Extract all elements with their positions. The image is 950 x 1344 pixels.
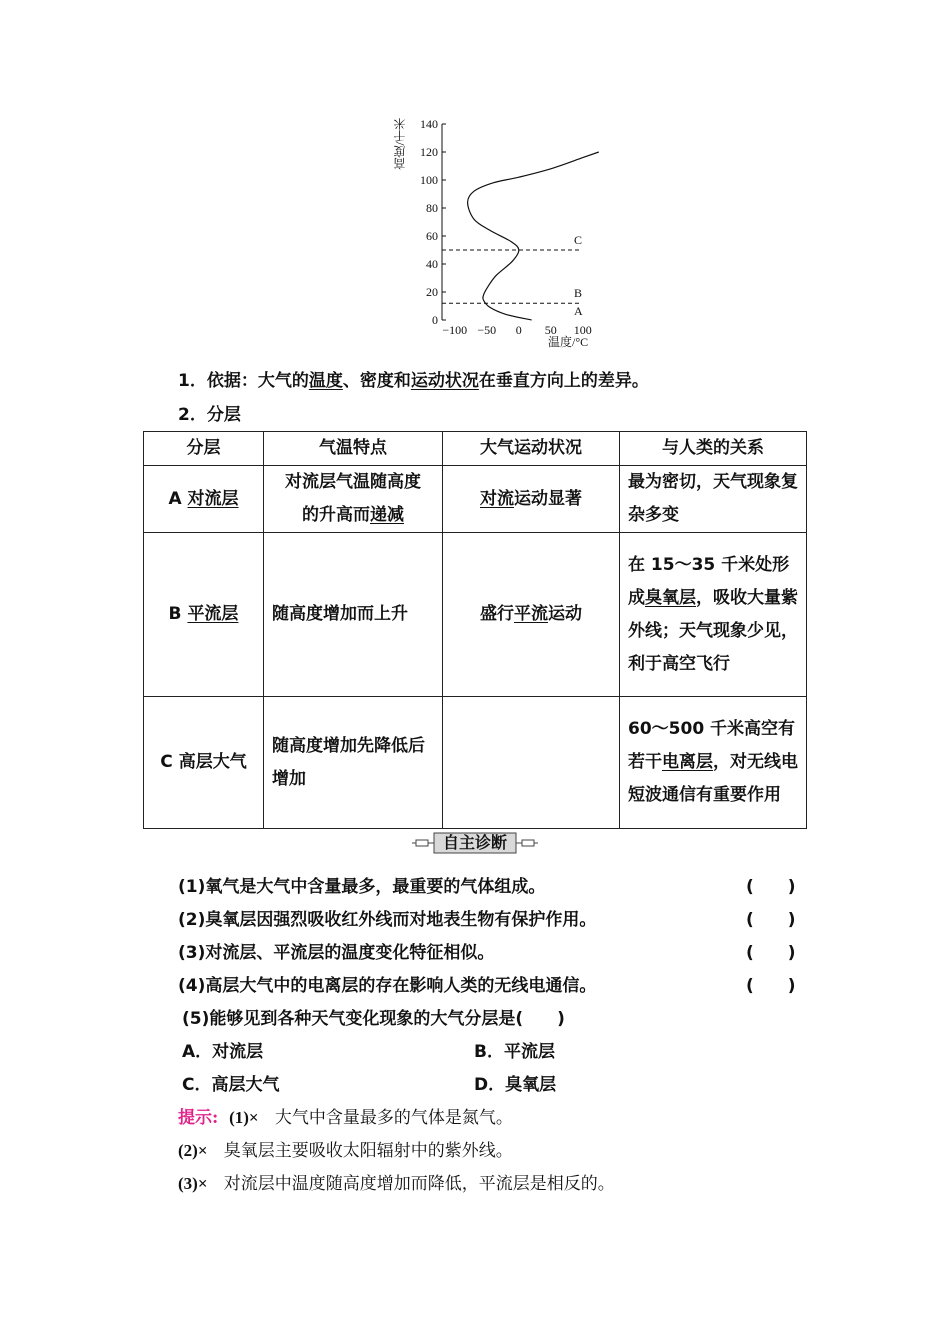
answer-paren: ( ) (746, 976, 796, 996)
answer-paren: ( ) (746, 943, 796, 963)
x-tick-label: 100 (573, 323, 592, 337)
temperature-cell: 随高度增加先降低后增加 (264, 697, 443, 829)
option-c: C．高层大气 (182, 1075, 280, 1095)
y-tick-label: 60 (426, 229, 438, 243)
reference-label-b: B (574, 286, 583, 301)
diagnosis-title: 自主诊断 (442, 833, 507, 852)
motion-cell (443, 697, 620, 829)
hint-line: 提示: (1)× 大气中含量最多的气体是氮气。 (178, 1108, 513, 1128)
chart-y-label: 高度/千米 (393, 118, 407, 170)
hint-label: 提示: (178, 1108, 219, 1128)
layer-cell: B 平流层 (144, 533, 264, 697)
header-motion: 大气运动状况 (443, 432, 620, 466)
option-a: A．对流层 (182, 1042, 264, 1062)
basis-line: 1．依据：大气的温度、密度和运动状况在垂直方向上的差异。 (178, 371, 649, 391)
table-row (144, 533, 807, 697)
hint-line: (2)× 臭氧层主要吸收太阳辐射中的紫外线。 (178, 1141, 513, 1161)
reference-label-a: A (574, 304, 583, 318)
atmosphere-layers-table (143, 431, 807, 829)
chart-x-label: 温度/°C (548, 335, 589, 349)
diagnosis-item: (2)臭氧层因强烈吸收红外线而对地表生物有保护作用。 (178, 910, 597, 930)
y-tick-label: 20 (426, 285, 438, 299)
layer-cell: A 对流层 (144, 466, 264, 533)
motion-cell: 对流运动显著 (443, 466, 620, 533)
answer-paren: ( ) (746, 910, 796, 930)
table-header-row (144, 432, 807, 466)
y-tick-label: 40 (426, 257, 438, 271)
y-tick-label: 100 (420, 173, 438, 187)
relation-cell: 60～500 千米高空有若干电离层，对无线电短波通信有重要作用 (620, 697, 807, 829)
y-tick-label: 120 (420, 145, 438, 159)
reference-label-c: C (574, 233, 583, 247)
x-tick-label: 0 (515, 323, 522, 337)
diagnosis-item: (1)氧气是大气中含量最多，最重要的气体组成。 (178, 877, 546, 897)
table-row (144, 697, 807, 829)
temperature-cell: 随高度增加而上升 (264, 533, 443, 697)
y-tick-label: 80 (426, 201, 438, 215)
temperature-altitude-chart (390, 110, 620, 355)
table-row (144, 466, 807, 533)
x-tick-label: −50 (477, 323, 497, 337)
y-tick-label: 140 (420, 117, 438, 131)
question-5: (5)能够见到各种天气变化现象的大气分层是( ) (182, 1009, 565, 1029)
x-tick-label: 50 (544, 323, 557, 337)
y-tick-label: 0 (432, 313, 438, 327)
header-temperature: 气温特点 (264, 432, 443, 466)
layering-heading: 2．分层 (178, 405, 241, 425)
header-layer: 分层 (144, 432, 264, 466)
option-d: D．臭氧层 (474, 1075, 557, 1095)
relation-cell: 在 15～35 千米处形成臭氧层，吸收大量紫外线；天气现象少见，利于高空飞行 (620, 533, 807, 697)
layer-cell: C 高层大气 (144, 697, 264, 829)
x-tick-label: −100 (442, 323, 468, 337)
diagnosis-item: (3)对流层、平流层的温度变化特征相似。 (178, 943, 495, 963)
hint-line: (3)× 对流层中温度随高度增加而降低，平流层是相反的。 (178, 1174, 615, 1194)
motion-cell: 盛行平流运动 (443, 533, 620, 697)
option-b: B．平流层 (474, 1042, 555, 1062)
header-relation: 与人类的关系 (620, 432, 807, 466)
temperature-cell: 对流层气温随高度 的升高而递减 (264, 466, 443, 533)
diagnosis-banner (410, 830, 540, 856)
diagnosis-item: (4)高层大气中的电离层的存在影响人类的无线电通信。 (178, 976, 597, 996)
answer-paren: ( ) (746, 877, 796, 897)
relation-cell: 最为密切，天气现象复杂多变 (620, 466, 807, 533)
